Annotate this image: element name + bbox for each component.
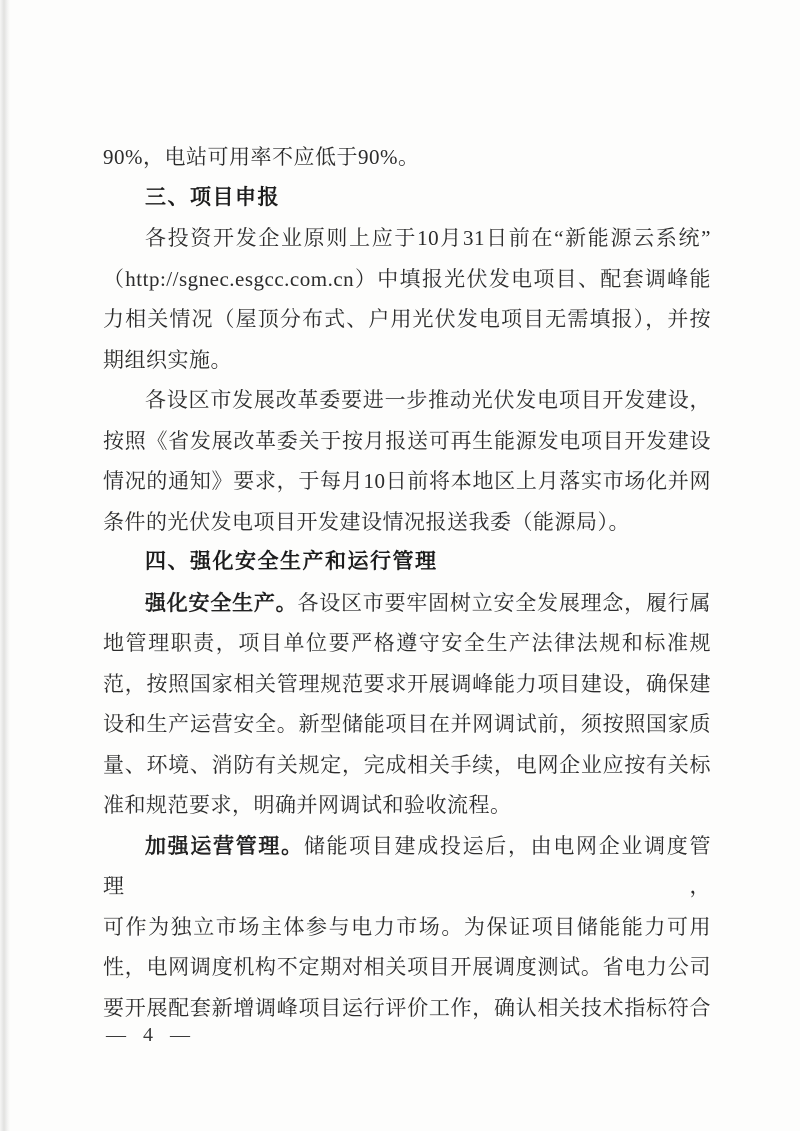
section-heading-4: 四、强化安全生产和运行管理 [145,550,438,573]
paragraph-lead: 强化安全生产。 [145,590,298,615]
text-line: 可作为独立市场主体参与电力市场。为保证项目储能能力可用 [103,914,711,939]
text-line: （http://sgnec.esgcc.com.cn）中填报光伏发电项目、配套调峰能 [103,266,711,291]
text-line: 量、环境、消防有关规定，完成相关手续，电网企业应按有关标 [103,752,711,777]
section-heading-3: 三、项目申报 [145,185,280,209]
text-line: 设和生产运营安全。新型储能项目在并网调试前，须按照国家质 [103,712,711,736]
text-line: 性，电网调度机构不定期对相关项目开展调度测试。省电力公司 [103,955,711,979]
paragraph-lead: 加强运营管理。 [145,833,304,858]
text-line [103,826,711,907]
text-line-rest: 储能项目建成投运后，由电网企业调度管理， [103,833,711,898]
text-line: 各投资开发企业原则上应于10月31日前在“新能源云系统” [145,226,711,250]
text-line: 范，按照国家相关管理规范要求开展调峰能力项目建设，确保建 [103,671,711,696]
document-body [103,137,711,1028]
text-line [103,583,711,624]
text-line-rest: 各设区市要牢固树立安全发展理念，履行属 [297,590,712,615]
text-line: 期组织实施。 [103,347,232,372]
page-number: — 4 — [106,1024,196,1046]
text-line: 各设区市发展改革委要进一步推动光伏发电项目开发建设， [145,388,711,412]
scan-edge-shadow [0,0,10,1131]
text-line: 地管理职责，项目单位要严格遵守安全生产法律法规和标准规 [103,631,711,655]
text-line: 力相关情况（屋顶分布式、户用光伏发电项目无需填报），并按 [103,307,711,331]
text-line: 情况的通知》要求，于每月10日前将本地区上月落实市场化并网 [103,469,711,493]
text-line: 准和规范要求，明确并网调试和验收流程。 [103,793,512,817]
text-line: 条件的光伏发电项目开发建设情况报送我委（能源局）。 [103,509,630,534]
text-line: 按照《省发展改革委关于按月报送可再生能源发电项目开发建设 [103,428,711,453]
text-line: 要开展配套新增调峰项目运行评价工作，确认相关技术指标符合 [103,995,711,1020]
continuation-line: 90%，电站可用率不应低于90%。 [103,145,420,169]
